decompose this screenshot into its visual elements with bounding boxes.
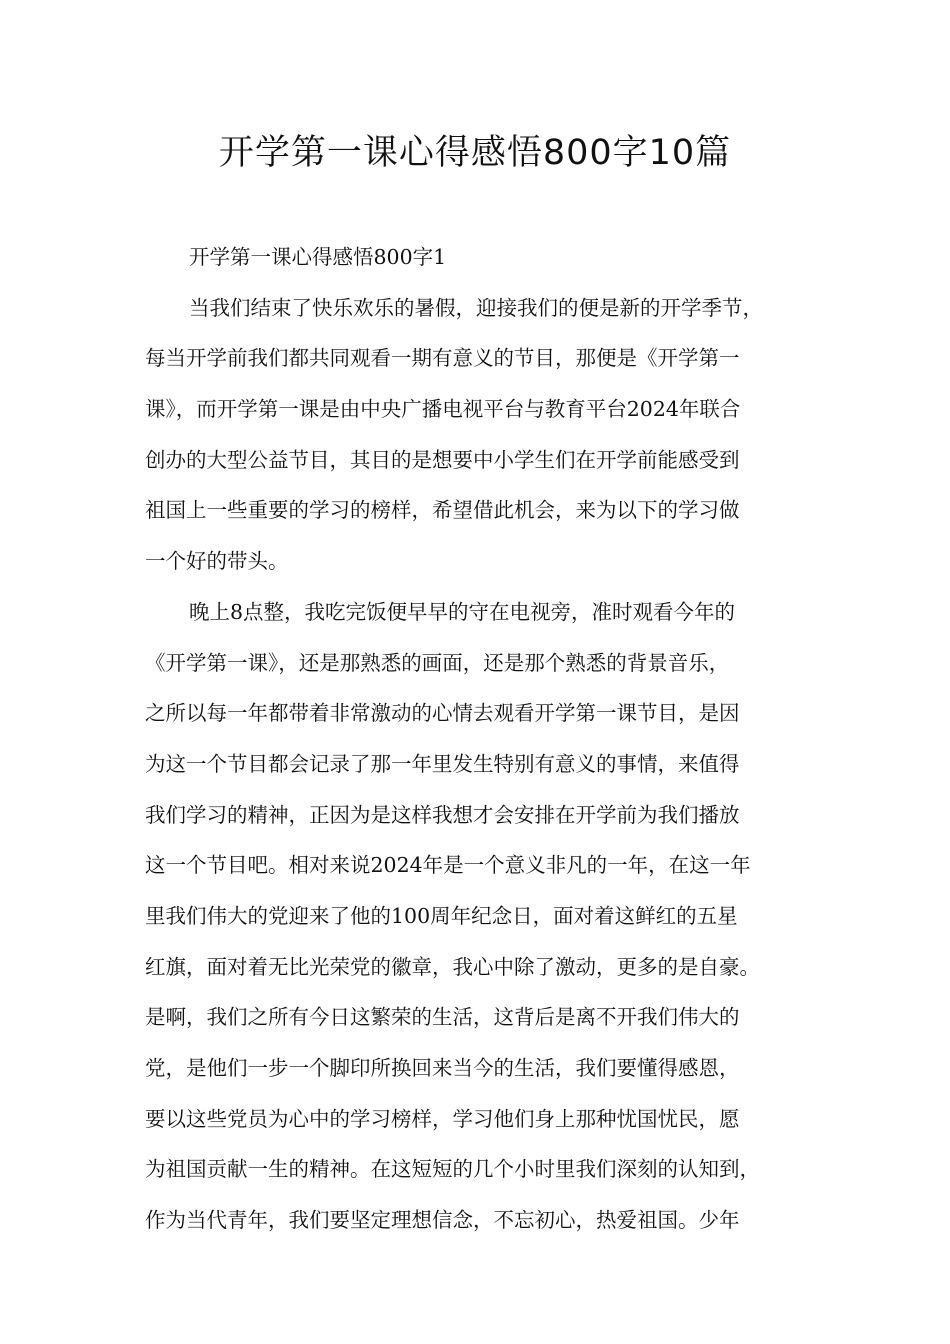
document-body <box>145 232 825 1246</box>
paragraph-2-line: 我们学习的精神，正因为是这样我想才会安排在开学前为我们播放 <box>145 802 740 827</box>
paragraph-1-line: 当我们结束了快乐欢乐的暑假，迎接我们的便是新的开学季节， <box>189 295 763 320</box>
paragraph-2-line: 为这一个节目都会记录了那一年里发生特别有意义的事情，来值得 <box>145 751 740 776</box>
paragraph-2-line: 里我们伟大的党迎来了他的100周年纪念日，面对着这鲜红的五星 <box>145 903 738 928</box>
paragraph-2-line: 晚上8点整，我吃完饭便早早的守在电视旁，准时观看今年的 <box>189 599 736 624</box>
paragraph-2-line: 党，是他们一步一个脚印所换回来当今的生活，我们要懂得感恩， <box>145 1056 740 1080</box>
paragraph-2-line: 要以这些党员为心中的学习榜样，学习他们身上那种忧国忧民，愿 <box>145 1106 740 1131</box>
paragraph-2-line: 作为当代青年，我们要坚定理想信念，不忘初心，热爱祖国。少年 <box>145 1208 740 1233</box>
paragraph-2-line: 《开学第一课》，还是那熟悉的画面，还是那个熟悉的背景音乐， <box>145 650 730 675</box>
paragraph-2-line: 为祖国贡献一生的精神。在这短短的几个小时里我们深刻的认知到， <box>145 1157 760 1182</box>
paragraph-2-line: 之所以每一年都带着非常激动的心情去观看开学第一课节目，是因 <box>145 701 740 726</box>
paragraph-1-line: 一个好的带头。 <box>145 549 289 574</box>
paragraph-1-line: 课》，而开学第一课是由中央广播电视平台与教育平台2024年联合 <box>145 397 741 422</box>
document-title: 开学第一课心得感悟800字10篇 <box>218 133 732 173</box>
paragraph-1-line: 创办的大型公益节目，其目的是想要中小学生们在开学前能感受到 <box>145 447 740 472</box>
section-heading: 开学第一课心得感悟800字1 <box>189 245 447 269</box>
paragraph-1-line: 每当开学前我们都共同观看一期有意义的节目，那便是《开学第一 <box>145 346 740 371</box>
paragraph-2-line: 是啊，我们之所有今日这繁荣的生活，这背后是离不开我们伟大的 <box>145 1005 740 1030</box>
paragraph-1-line: 祖国上一些重要的学习的榜样，希望借此机会，来为以下的学习做 <box>145 498 740 523</box>
paragraph-2-line: 这一个节目吧。相对来说2024年是一个意义非凡的一年，在这一年 <box>145 853 751 878</box>
paragraph-2-line: 红旗，面对着无比光荣党的徽章，我心中除了激动，更多的是自豪。 <box>145 954 760 979</box>
